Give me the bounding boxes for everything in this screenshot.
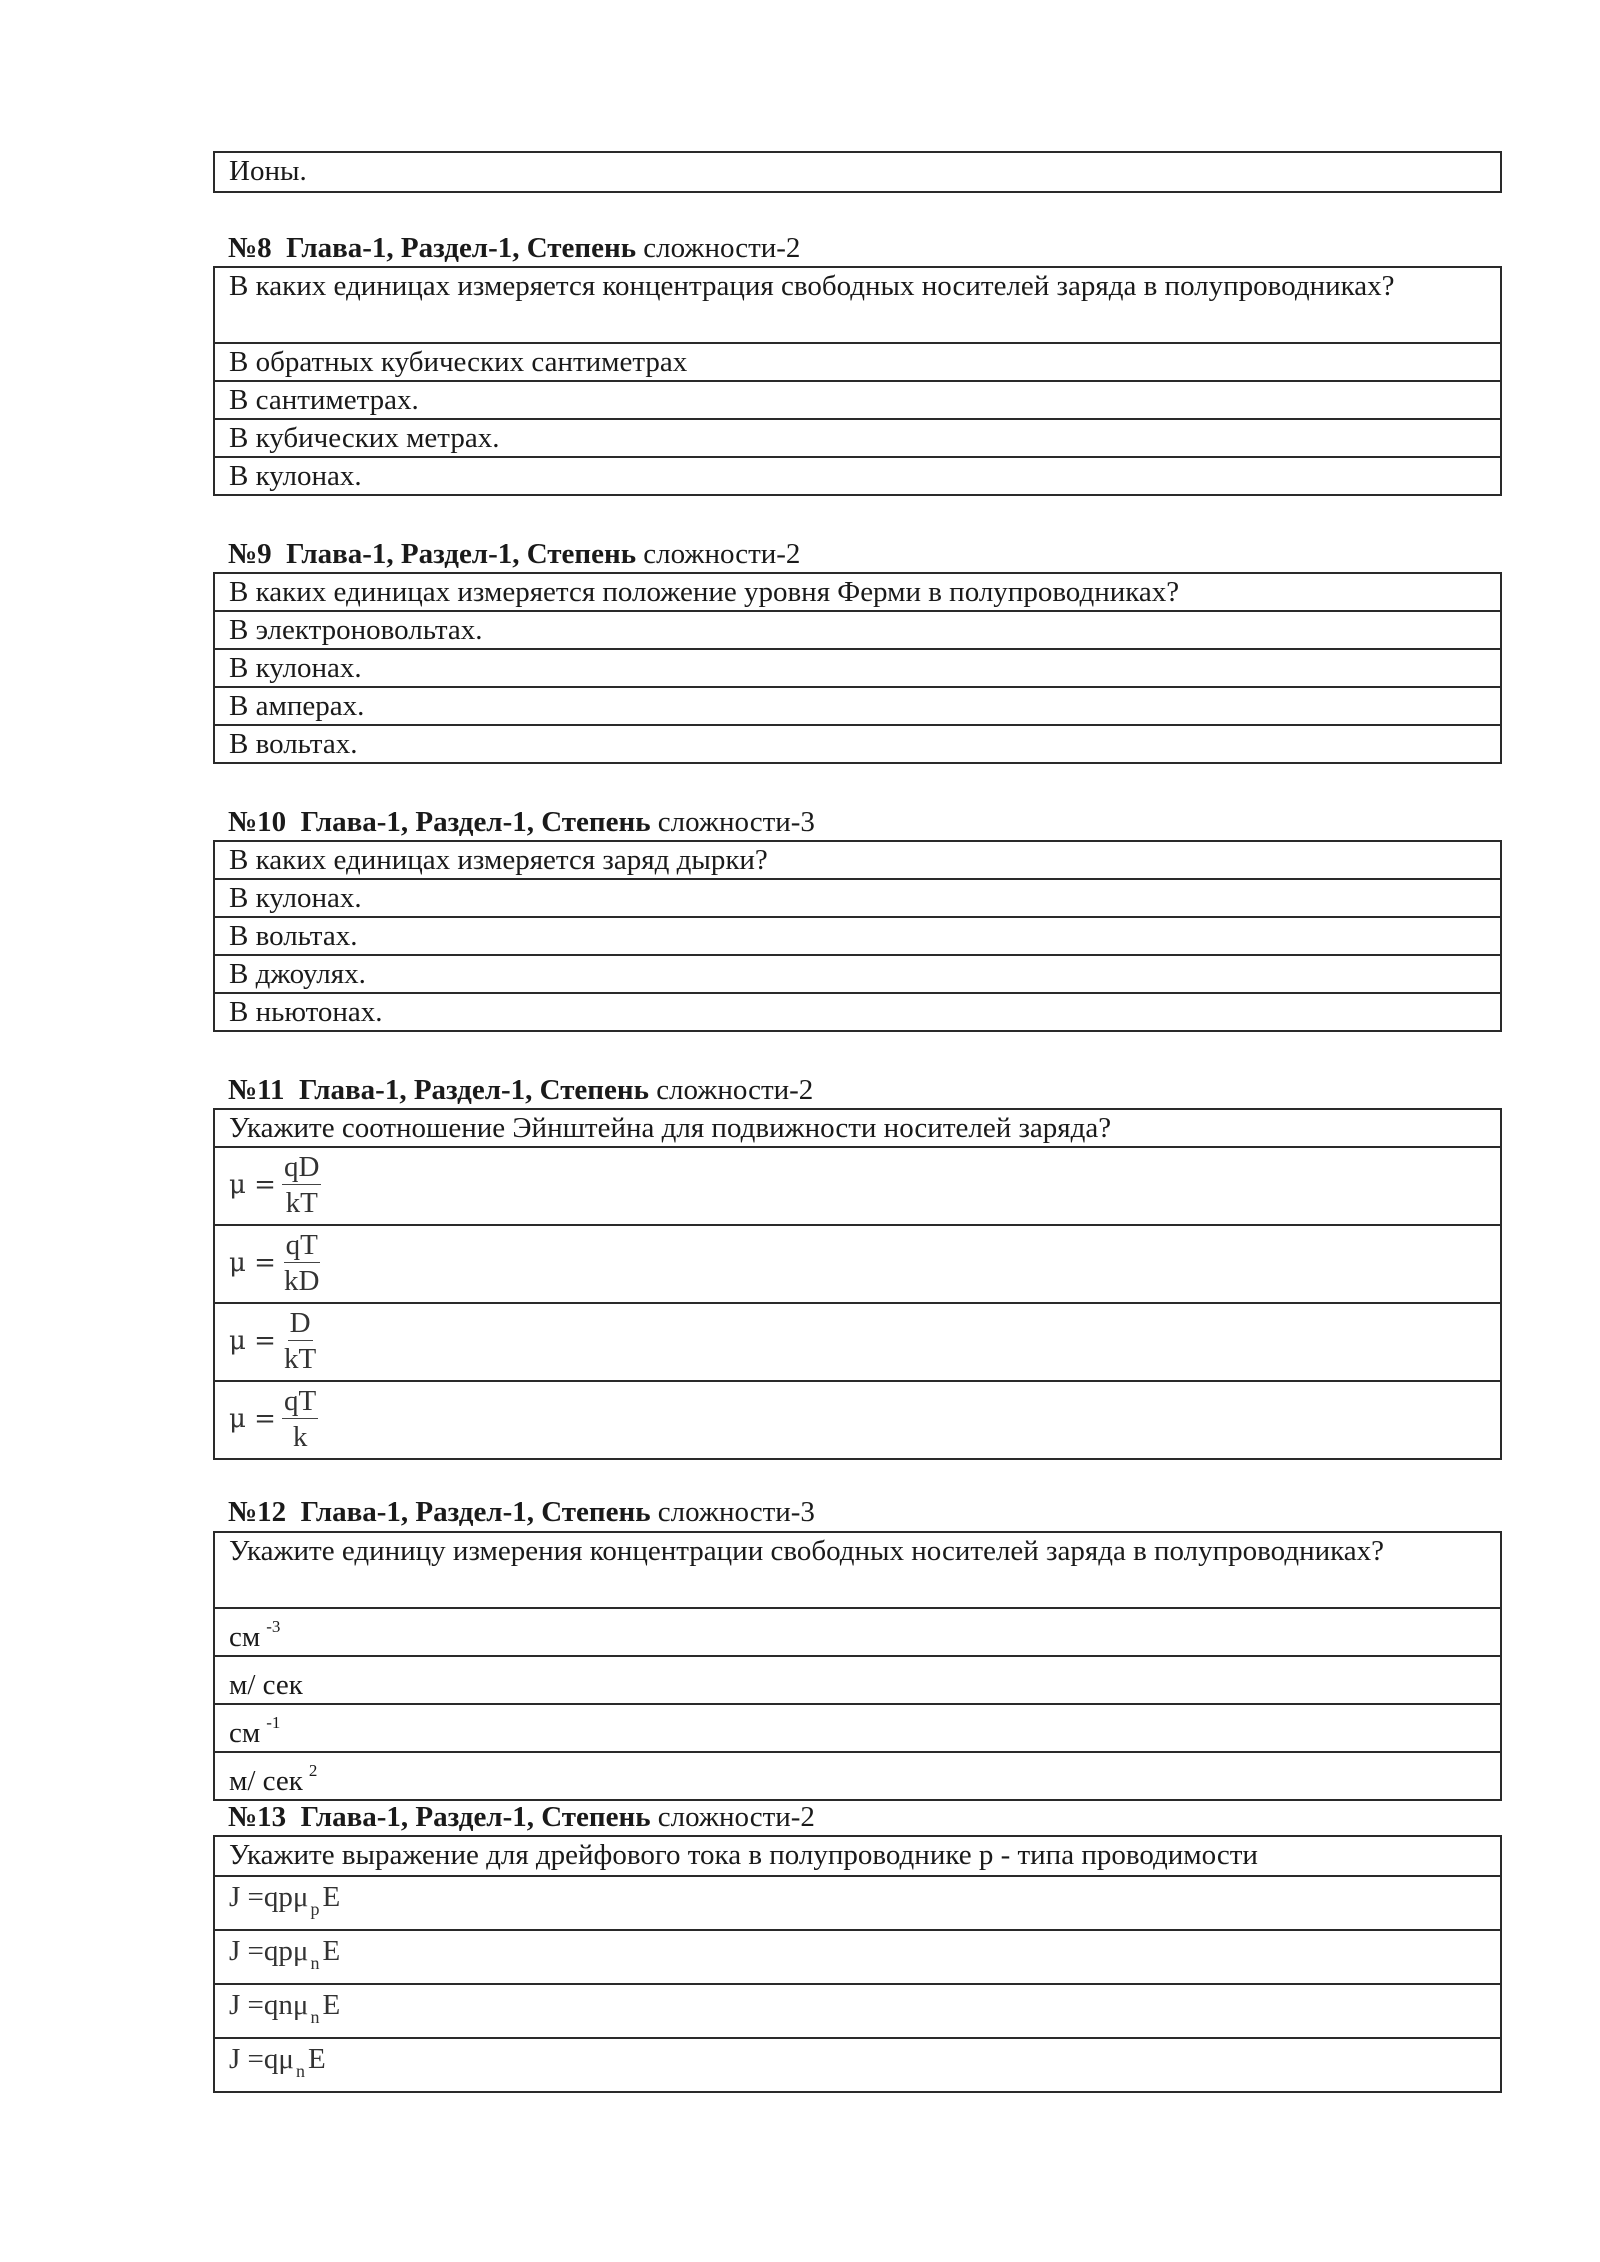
answer-option [214, 1876, 1501, 1930]
question-difficulty: сложности-2 [643, 232, 801, 264]
numerator: qT [285, 1228, 318, 1261]
question-difficulty: сложности-2 [643, 538, 801, 570]
question-table [213, 1835, 1502, 2093]
question-text: Укажите единицу измерения концентрации свободных носителей заряда в полупроводниках? [214, 1532, 1501, 1608]
answer-option: В кулонах. [214, 879, 1501, 917]
previous-question-table [213, 151, 1502, 193]
unit-exponent: 2 [308, 1761, 318, 1780]
answer-option [214, 1752, 1501, 1800]
formula-subscript: n [295, 2061, 305, 2081]
formula [229, 1226, 321, 1300]
fraction [282, 1384, 318, 1455]
question-difficulty: сложности-3 [657, 806, 815, 838]
question-header [228, 1799, 815, 1835]
answer-option [214, 2038, 1501, 2092]
question-table [213, 840, 1502, 1032]
fraction [282, 1228, 321, 1299]
answer-option [214, 1704, 1501, 1752]
question-number: №13 [228, 1801, 287, 1833]
answer-option [214, 1656, 1501, 1704]
formula-main: J =qnμ [229, 1989, 309, 2021]
question-difficulty: сложности-3 [657, 1496, 815, 1528]
question-table [213, 1108, 1502, 1460]
answer-option [214, 1608, 1501, 1656]
question-text: В каких единицах измеряется концентрация свободных носителей заряда в полупроводниках? [214, 267, 1501, 343]
formula [229, 1877, 340, 1929]
question-text: Укажите соотношение Эйнштейна для подвижности носителей заряда? [214, 1109, 1501, 1147]
answer-option: В вольтах. [214, 725, 1501, 763]
answer-option [214, 1381, 1501, 1459]
question-header [228, 1494, 815, 1530]
formula-tail: E [307, 2043, 326, 2075]
question-number: №12 [228, 1496, 287, 1528]
question-number: №9 [228, 538, 272, 570]
fraction [282, 1150, 321, 1221]
question-number: №11 [228, 1074, 285, 1106]
answer-option [214, 1147, 1501, 1225]
question-difficulty: сложности-2 [657, 1801, 815, 1833]
answer-option: В кулонах. [214, 457, 1501, 495]
question-header [228, 536, 800, 572]
answer-option: В вольтах. [214, 917, 1501, 955]
question-meta-bold: Глава-1, Раздел-1, Степень [286, 232, 637, 264]
formula-subscript: p [310, 1899, 320, 1919]
answer-option: В кулонах. [214, 649, 1501, 687]
answer-option: В кубических метрах. [214, 419, 1501, 457]
question-meta-bold: Глава-1, Раздел-1, Степень [300, 806, 651, 838]
numerator: D [289, 1306, 311, 1339]
formula [229, 1304, 318, 1378]
question-header [228, 1072, 813, 1108]
question-number: №10 [228, 806, 287, 838]
question-difficulty: сложности-2 [656, 1074, 814, 1106]
denominator: k [292, 1420, 308, 1453]
answer-option: В джоулях. [214, 955, 1501, 993]
answer-option: Ионы. [214, 152, 1501, 192]
formula-tail: E [322, 1881, 341, 1913]
denominator: kT [283, 1342, 317, 1375]
answer-option [214, 1984, 1501, 2038]
answer-option [214, 1303, 1501, 1381]
unit-text: м/ сек [229, 1669, 303, 1701]
question-text: В каких единицах измеряется заряд дырки? [214, 841, 1501, 879]
question-header [228, 230, 800, 266]
formula-main: J =qpμ [229, 1881, 309, 1913]
answer-option: В сантиметрах. [214, 381, 1501, 419]
formula-main: J =qμ [229, 2043, 294, 2075]
formula-lhs: μ = [229, 1404, 276, 1434]
fraction [282, 1306, 318, 1377]
question-text: В каких единицах измеряется положение уровня Ферми в полупроводниках? [214, 573, 1501, 611]
formula [229, 1148, 321, 1222]
formula-subscript: n [310, 1953, 320, 1973]
answer-option: В обратных кубических сантиметрах [214, 343, 1501, 381]
formula-tail: E [322, 1935, 341, 1967]
answer-option [214, 1225, 1501, 1303]
formula [229, 1985, 340, 2037]
answer-option [214, 1930, 1501, 1984]
answer-option: В электроновольтах. [214, 611, 1501, 649]
question-table [213, 266, 1502, 496]
question-meta-bold: Глава-1, Раздел-1, Степень [300, 1496, 651, 1528]
denominator: kT [285, 1186, 318, 1219]
question-meta-bold: Глава-1, Раздел-1, Степень [286, 538, 637, 570]
unit-text: м/ сек [229, 1765, 303, 1797]
question-text: Укажите выражение для дрейфового тока в полупроводнике p - типа проводимости [214, 1836, 1501, 1876]
unit-exponent: -1 [266, 1713, 281, 1732]
formula [229, 2039, 326, 2091]
formula-lhs: μ = [229, 1326, 276, 1356]
formula [229, 1382, 318, 1456]
formula-tail: E [322, 1989, 341, 2021]
unit-text: см [229, 1621, 261, 1653]
formula-main: J =qpμ [229, 1935, 309, 1967]
denominator: kD [283, 1264, 320, 1297]
formula [229, 1931, 340, 1983]
question-table [213, 1531, 1502, 1801]
numerator: qD [283, 1150, 320, 1183]
question-number: №8 [228, 232, 272, 264]
question-header [228, 804, 815, 840]
answer-option: В ньютонах. [214, 993, 1501, 1031]
question-meta-bold: Глава-1, Раздел-1, Степень [299, 1074, 649, 1106]
formula-lhs: μ = [229, 1170, 276, 1200]
numerator: qT [283, 1384, 317, 1417]
question-table [213, 572, 1502, 764]
unit-exponent: -3 [266, 1617, 281, 1636]
answer-option: В амперах. [214, 687, 1501, 725]
unit-text: см [229, 1717, 261, 1749]
formula-subscript: n [310, 2007, 320, 2027]
question-meta-bold: Глава-1, Раздел-1, Степень [300, 1801, 651, 1833]
formula-lhs: μ = [229, 1248, 276, 1278]
